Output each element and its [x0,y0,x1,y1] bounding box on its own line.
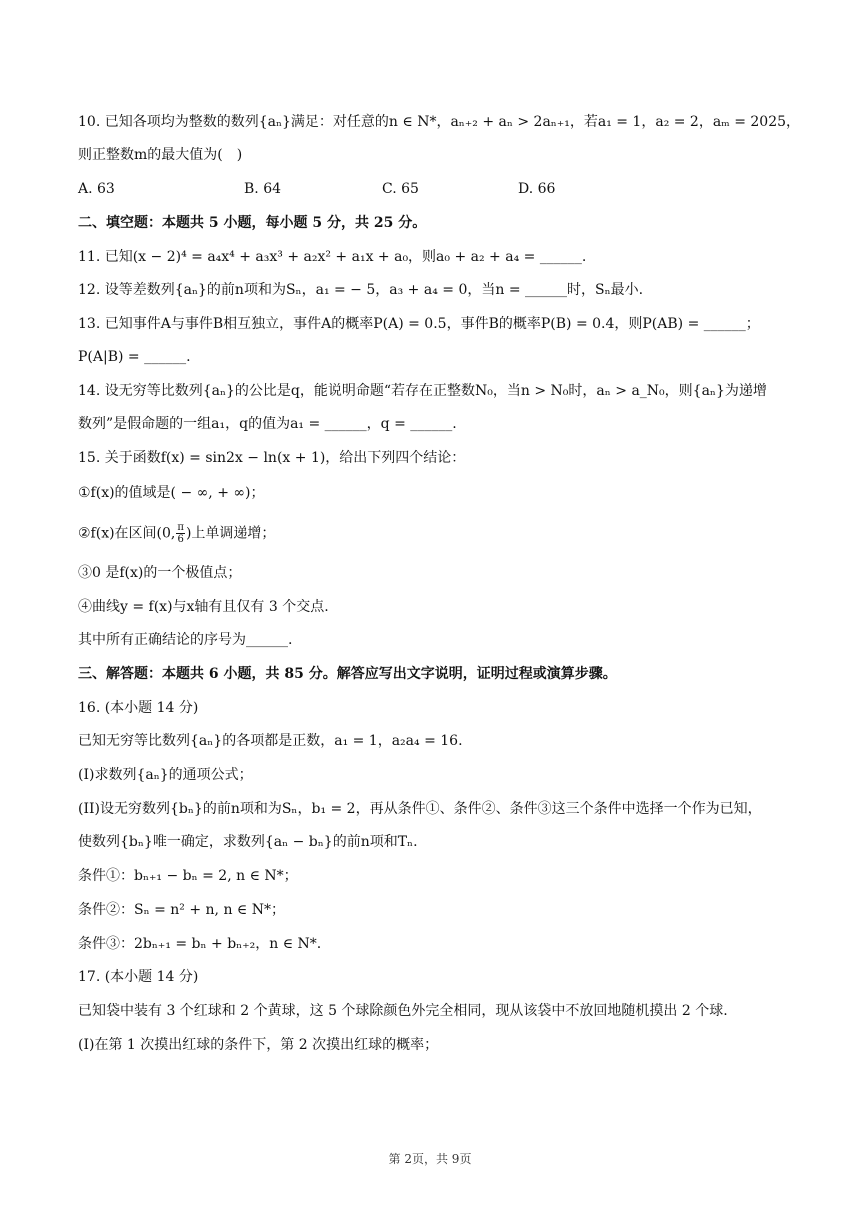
q16-condition-1: 条件①：bₙ₊₁ − bₙ = 2, n ∈ N*； [78,868,298,884]
q15-ask: 其中所有正确结论的序号为______. [78,632,293,648]
q10-line1: 10. 已知各项均为整数的数列{aₙ}满足：对任意的n ∈ N*，aₙ₊₂ + aₙ > 2aₙ₊₁，若a₁ = 1，a₂ = 2，aₘ = 2025， [78,114,801,130]
q13-line2: P(A|B) = ______. [78,349,191,365]
choice-a: A. 63 [78,181,115,197]
q12: 12. 设等差数列{aₙ}的前n项和为Sₙ，a₁ = − 5，a₃ + a₄ = 0，当n = ______时，Sₙ最小. [78,282,644,298]
q17-head: 17. (本小题 14 分) [78,969,199,985]
q15-conclusion-1: ①f(x)的值域是( − ∞, + ∞)； [78,485,265,501]
q11: 11. 已知(x − 2)⁴ = a₄x⁴ + a₃x³ + a₂x² + a₁x + a₀，则a₀ + a₂ + a₄ = ______. [78,249,587,265]
choice-d: D. 66 [518,181,556,197]
pi-over-6-fraction [176,522,185,545]
q17-given: 已知袋中装有 3 个红球和 2 个黄球，这 5 个球除颜色外完全相同，现从该袋中不放回地随机摸出 2 个球. [78,1003,728,1019]
choice-c: C. 65 [382,181,419,197]
choice-b: B. 64 [244,181,282,197]
q15-conclusion-4: ④曲线y = f(x)与x轴有且仅有 3 个交点. [78,599,329,615]
q15-c2-prefix: ②f(x)在区间(0, [78,525,176,542]
q16-part2-line1: (II)设无穷数列{bₙ}的前n项和为Sₙ，b₁ = 2，再从条件①、条件②、条件③这三个条件中选择一个作为已知， [78,801,762,817]
q15-conclusion-2 [78,522,820,545]
q16-part1: (I)求数列{aₙ}的通项公式； [78,767,253,783]
q16-head: 16. (本小题 14 分) [78,700,199,716]
q13-line1: 13. 已知事件A与事件B相互独立，事件A的概率P(A) = 0.5，事件B的概率P(B) = 0.4，则P(AB) = ______； [78,316,760,332]
section2-title: 二、填空题：本题共 5 小题，每小题 5 分，共 25 分。 [78,215,427,231]
q14-line1: 14. 设无穷等比数列{aₙ}的公比是q，能说明命题“若存在正整数N₀，当n > N₀时，aₙ > a_N₀，则{aₙ}为递增 [78,383,767,399]
section3-title: 三、解答题：本题共 6 小题，共 85 分。解答应写出文字说明，证明过程或演算步骤。 [78,666,617,682]
q17-part1: (I)在第 1 次摸出红球的条件下，第 2 次摸出红球的概率； [78,1037,439,1053]
q15-conclusion-3: ③0 是f(x)的一个极值点； [78,565,242,581]
page-footer: 第 2页，共 9页 [388,1152,472,1166]
q10-line2: 则正整数m的最大值为( ) [78,147,243,163]
q16-condition-2: 条件②：Sₙ = n² + n, n ∈ N*； [78,902,285,918]
fraction-numerator: π [177,522,184,533]
fraction-denominator: 6 [177,534,184,545]
q16-part2-line2: 使数列{bₙ}唯一确定，求数列{aₙ − bₙ}的前n项和Tₙ. [78,834,418,850]
q14-line2: 数列”是假命题的一组a₁，q的值为a₁ = ______，q = ______. [78,416,457,432]
q16-given: 已知无穷等比数列{aₙ}的各项都是正数，a₁ = 1，a₂a₄ = 16. [78,733,463,749]
q15-intro: 15. 关于函数f(x) = sin2x − ln(x + 1)，给出下列四个结论： [78,450,466,466]
q16-condition-3: 条件③：2bₙ₊₁ = bₙ + bₙ₊₂，n ∈ N*. [78,936,322,952]
q15-c2-suffix: )上单调递增； [185,525,276,542]
